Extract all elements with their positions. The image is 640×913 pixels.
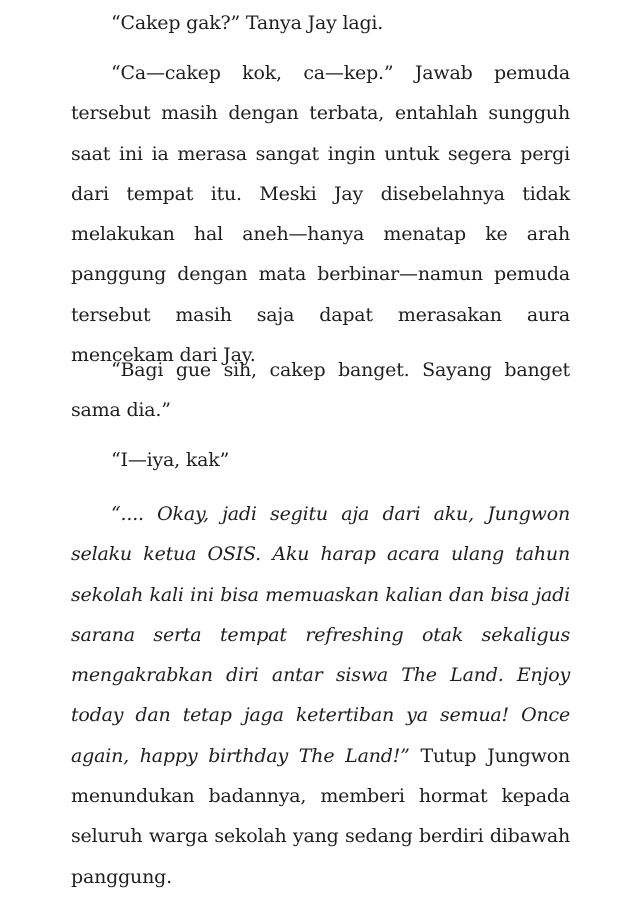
paragraph-4: “I—iya, kak”: [111, 449, 230, 471]
paragraph-5-narration: Tutup Jungwon menundukan badannya, memberi hormat kepada seluruh warga sekolah yang sedang berdiri dibawah panggung.: [71, 744, 570, 888]
paragraph-1: “Cakep gak?” Tanya Jay lagi.: [111, 12, 384, 34]
paragraph-5-italic-speech: “.... Okay, jadi segitu aja dari aku, Jungwon selaku ketua OSIS. Aku harap acara ulang tahun sekolah kali ini bisa memuaskan kalian dan bisa jadi sarana serta tempat refreshing otak sekaligus mengakrabkan diri antar siswa The Land. Enjoy today dan tetap jaga ketertiban ya semua! Once again, happy birthday The Land!”: [71, 503, 570, 767]
paragraph-5: [71, 494, 570, 897]
paragraph-2: “Ca—cakep kok, ca—kep.” Jawab pemuda tersebut masih dengan terbata, entahlah sungguh saat ini ia merasa sangat ingin untuk segera pergi dari tempat itu. Meski Jay disebelahnya tidak melakukan hal aneh—hanya menatap ke arah panggung dengan mata berbinar—namun pemuda tersebut masih saja dapat merasakan aura mencekam dari Jay.: [71, 62, 570, 367]
paragraph-3: “Bagi gue sih, cakep banget. Sayang banget sama dia.”: [71, 359, 570, 422]
